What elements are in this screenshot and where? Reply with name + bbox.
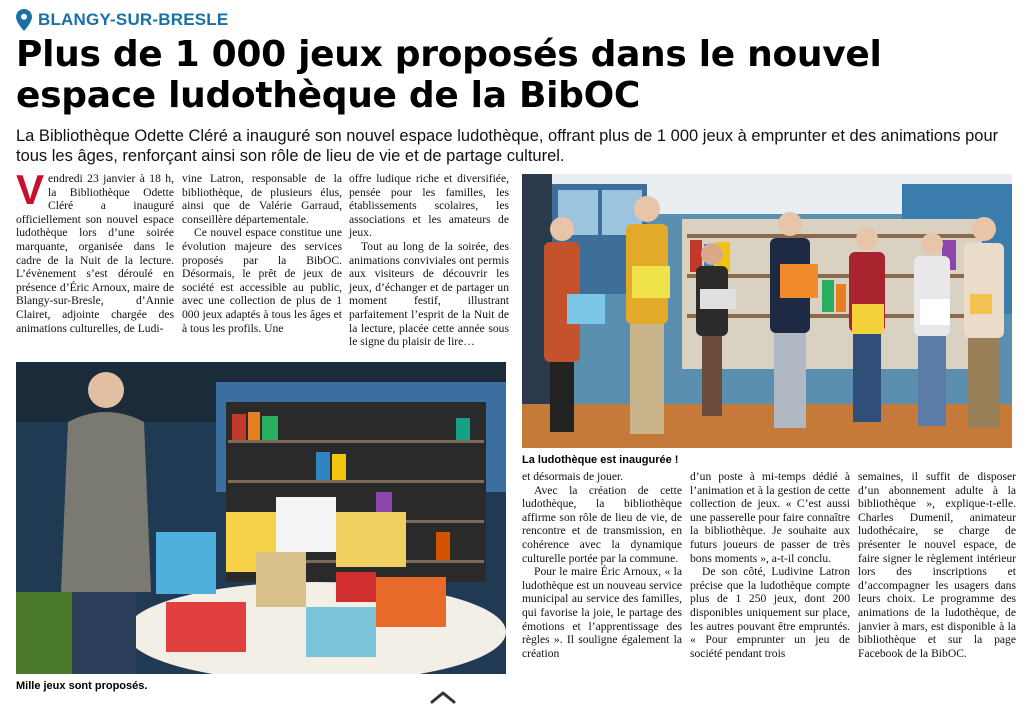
location-tag [16, 8, 228, 32]
paragraph: Ce nouvel espace constitue une évolution majeure des services proposés par la BibOC. Désormais, le prêt de jeux de société est accessible au public, avec une collection de plus de 1 000 jeux adaptés à tous les âges et à tous les profils. Une [182, 226, 342, 335]
paragraph: Pour le maire Éric Arnoux, « la ludothèque est un nouveau service municipal au service des familles, qui favorise la joie, le partage des émotions et l’apprentissage des règles ». Il souligne également la création [522, 565, 682, 660]
games-photo [16, 362, 506, 674]
location-label: BLANGY-SUR-BRESLE [38, 10, 229, 29]
paragraph: vine Latron, responsable de la bibliothèque, de plusieurs élus, ainsi que de Valérie Garraud, conseillère départementale. [182, 172, 342, 226]
article-column-5 [690, 470, 850, 660]
standfirst: La Bibliothèque Odette Cléré a inauguré son nouvel espace ludothèque, offrant plus de 1 000 jeux à emprunter et des animations pour tous les âges, renforçant ainsi son rôle de lieu de vie et de partage culturel. [16, 127, 999, 165]
headline: Plus de 1 000 jeux proposés dans le nouvel espace ludothèque de la BibOC [16, 34, 882, 116]
article-column-4 [522, 470, 682, 660]
paragraph: offre ludique riche et diversifiée, pensée pour les familles, les établissements scolaires, les associations et les amateurs de jeux. [349, 172, 509, 240]
chevron-up-icon[interactable] [430, 690, 456, 704]
drop-cap: V [16, 166, 45, 213]
paragraph: Tout au long de la soirée, des animations conviviales ont permis aux visiteurs de découvrir les jeux, d’échanger et de partager un moment festif, illustrant parfaitement l’esprit de la Nuit de la lecture, placée cette année sous le signe du plaisir de lire… [349, 239, 509, 349]
article-column-6 [858, 470, 1016, 660]
games-photo-caption: Mille jeux sont proposés. [16, 680, 148, 692]
paragraph: semaines, il suffit de disposer d’un abonnement adulte à la bibliothèque », explique-t-elle. Charles Dumenil, animateur ludothécaire, se charge de présenter le nouvel espace, de faire signer le règlement intérieur lors des inscriptions et d’accompagner les usagers dans leurs choix. Le programme des animations de la ludothèque, de janvier à mars, est disponible à la bibliothèque et sur la page Facebook de la BibOC. [858, 470, 1016, 660]
map-pin-icon [16, 9, 32, 31]
paragraph: et désormais de jouer. [522, 470, 624, 483]
group-photo-caption: La ludothèque est inaugurée ! [522, 454, 679, 466]
paragraph: d’un poste à mi-temps dédié à l’animation et à la gestion de cette collection de jeux. « C’est aussi une passerelle pour faire connaître la bibliothèque. Je souhaite aux futurs joueurs de passer de très bons moments », a-t-il conclu. [690, 470, 850, 565]
article-column-3 [349, 172, 509, 349]
article-column-2 [182, 172, 342, 335]
article-column-1 [16, 166, 174, 335]
group-photo [522, 174, 1012, 448]
paragraph: Avec la création de cette ludothèque, la bibliothèque affirme son rôle de lieu de vie, de rencontre et de transmission, en cohérence avec la dynamique culturelle portée par la commune. [522, 483, 682, 565]
paragraph: Vendredi 23 janvier à 18 h, la Bibliothèque Odette Cléré a inauguré officiellement son nouvel espace ludothèque lors d’une soirée marquante, organisée dans le cadre de la Nuit de la lecture. L’évènement s’est déroulé en présence d’Éric Arnoux, maire de Blangy-sur-Bresle, d’Annie Clairet, adjointe chargée des animations culturelles, de Ludi- [16, 166, 174, 335]
paragraph: De son côté, Ludivine Latron précise que la ludothèque compte plus de 1 250 jeux, dont 200 disponibles uniquement sur place, les autres pouvant être empruntés. « Pour emprunter un jeu de société pendant trois [690, 565, 850, 660]
